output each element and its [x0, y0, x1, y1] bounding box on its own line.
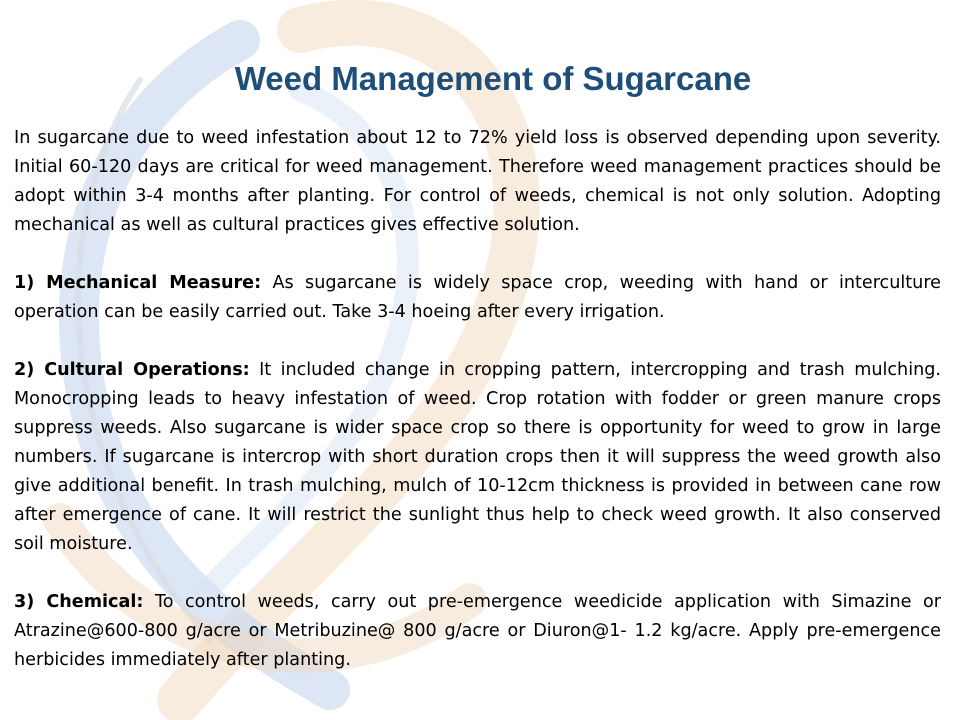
- section-heading: 1) Mechanical Measure:: [14, 273, 262, 293]
- section-heading: 3) Chemical:: [14, 592, 144, 612]
- section-mechanical-measure: [14, 269, 941, 327]
- slide-body: [14, 124, 941, 675]
- section-heading: 2) Cultural Operations:: [14, 360, 250, 380]
- section-chemical: [14, 588, 941, 675]
- section-text: It included change in cropping pattern, intercropping and trash mulching. Monocropping leads to heavy infestation of weed. Crop rotation with fodder or green manure crops suppress weeds. Also sugarcane is wider space crop so there is opportunity for weed to grow in large numbers. If sugarcane is intercrop with short duration crops then it will suppress the weed growth also give additional benefit. In trash mulching, mulch of 10-12cm thickness is provided in between cane row after emergence of cane. It will restrict the sunlight thus help to check weed growth. It also conserved soil moisture.: [14, 360, 941, 554]
- section-text: To control weeds, carry out pre-emergence weedicide application with Simazine or Atrazine@600-800 g/acre or Metribuzine@ 800 g/acre or Diuron@1- 1.2 kg/acre. Apply pre-emergence herbicides immediately after planting.: [14, 592, 941, 670]
- section-cultural-operations: [14, 356, 941, 559]
- slide-title: Weed Management of Sugarcane: [234, 60, 752, 97]
- section-text: As sugarcane is widely space crop, weeding with hand or interculture operation can be easily carried out. Take 3-4 hoeing after every irrigation.: [14, 273, 941, 322]
- intro-paragraph: In sugarcane due to weed infestation about 12 to 72% yield loss is observed depending upon severity. Initial 60-120 days are critical for weed management. Therefore weed management practices should be adopt within 3-4 months after planting. For control of weeds, chemical is not only solution. Adopting mechanical as well as cultural practices gives effective solution.: [14, 128, 941, 235]
